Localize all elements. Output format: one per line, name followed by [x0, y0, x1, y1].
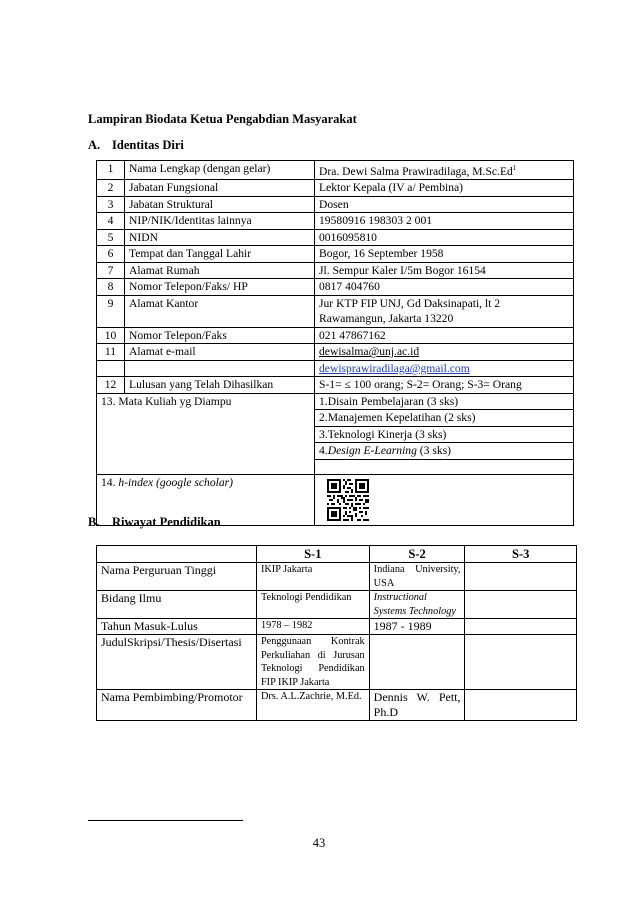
hindex-prefix: 14.	[101, 475, 119, 489]
row-value: S-1= ≤ 100 orang; S-2= Orang; S-3= Orang	[315, 377, 574, 394]
row-value: Jl. Sempur Kaler I/5m Bogor 16154	[315, 262, 574, 279]
row-number: 5	[97, 229, 125, 246]
row-label: Jabatan Fungsional	[125, 180, 315, 197]
row-label	[125, 360, 315, 377]
s2-value	[369, 563, 465, 591]
row-value	[315, 344, 574, 361]
row-number: 12	[97, 377, 125, 394]
row-label: Bidang Ilmu	[97, 591, 257, 619]
row-value: Dosen	[315, 196, 574, 213]
s1-value: Drs. A.L.Zachrie, M.Ed.	[256, 690, 369, 721]
row-label: NIDN	[125, 229, 315, 246]
row-value: 0016095810	[315, 229, 574, 246]
course-item-empty	[315, 459, 574, 474]
row-label: Nomor Telepon/Faks/ HP	[125, 279, 315, 296]
row-label: Nama Perguruan Tinggi	[97, 563, 257, 591]
email-link-gmail[interactable]: dewisprawiradilaga@gmail.com	[319, 361, 470, 375]
course-item-suffix: (3 sks)	[416, 444, 452, 458]
s2-value: Dennis W. Pett, Ph.D	[369, 690, 465, 721]
s3-value	[465, 690, 577, 721]
row-number: 7	[97, 262, 125, 279]
section-b-title: Riwayat Pendidikan	[112, 515, 221, 529]
course-item	[315, 443, 574, 460]
office-address-line-1: Jur KTP FIP UNJ, Gd Daksinapati, lt 2	[319, 296, 501, 310]
course-item: 2.Manajemen Kepelatihan (2 sks)	[315, 410, 574, 427]
education-table	[96, 545, 577, 721]
table-row	[97, 690, 577, 721]
table-row	[97, 180, 574, 197]
row-number	[97, 360, 125, 377]
table-row	[97, 563, 577, 591]
s2-value-line-1: Indiana University,	[373, 564, 461, 575]
row-value: Bogor, 16 September 1958	[315, 246, 574, 263]
row-label: Alamat e-mail	[125, 344, 315, 361]
row-value: Lektor Kepala (IV a/ Pembina)	[315, 180, 574, 197]
table-row	[97, 591, 577, 619]
row-value-text: Dra. Dewi Salma Prawiradilaga, M.Sc.Ed	[319, 164, 513, 178]
table-row	[97, 377, 574, 394]
row-number: 2	[97, 180, 125, 197]
qr-code-icon[interactable]	[327, 479, 369, 521]
table-row	[97, 229, 574, 246]
row-value: 19580916 198303 2 001	[315, 213, 574, 230]
section-a-number: A.	[88, 138, 101, 152]
column-header: S-1	[256, 546, 369, 563]
s3-value	[465, 635, 577, 690]
page-number: 43	[312, 836, 326, 850]
row-number: 4	[97, 213, 125, 230]
table-row	[97, 327, 574, 344]
page-title: Lampiran Biodata Ketua Pengabdian Masyarakat	[88, 112, 357, 126]
table-row	[97, 295, 574, 327]
table-header-row	[97, 546, 577, 563]
s2-value-line-2: USA	[373, 577, 395, 589]
s1-value: Teknologi Pendidikan	[256, 591, 369, 619]
table-row	[97, 344, 574, 361]
hindex-value	[315, 474, 574, 526]
row-label: Nama Pembimbing/Promotor	[97, 690, 257, 721]
footnote-mark: 1	[512, 164, 517, 172]
row-number: 11	[97, 344, 125, 361]
row-number: 1	[97, 161, 125, 180]
s2-value: 1987 - 1989	[369, 619, 465, 635]
table-row	[97, 262, 574, 279]
table-row	[97, 246, 574, 263]
s1-value: Penggunaan Kontrak Perkuliahan di Jurusan Teknologi Pendidikan FIP IKIP Jakarta	[256, 635, 369, 690]
row-label: Tempat dan Tanggal Lahir	[125, 246, 315, 263]
course-item-italic: Design E-Learning	[327, 444, 417, 458]
row-number: 10	[97, 327, 125, 344]
row-number: 6	[97, 246, 125, 263]
course-item: 3.Teknologi Kinerja (3 sks)	[315, 426, 574, 443]
row-label: Lulusan yang Telah Dihasilkan	[125, 377, 315, 394]
header-empty	[97, 546, 257, 563]
row-value: 0817 404760	[315, 279, 574, 296]
footnote-divider	[88, 820, 243, 821]
section-a-title: Identitas Diri	[112, 138, 184, 152]
row-value: 021 47867162	[315, 327, 574, 344]
section-a-heading	[88, 138, 184, 153]
row-number: 8	[97, 279, 125, 296]
row-label: Alamat Kantor	[125, 295, 315, 327]
column-header: S-3	[465, 546, 577, 563]
table-row	[97, 619, 577, 635]
course-item-prefix: 4.	[319, 444, 328, 458]
table-row	[97, 360, 574, 377]
table-row	[97, 196, 574, 213]
row-number: 9	[97, 295, 125, 327]
office-address-line-2: Rawamangun, Jakarta 13220	[319, 312, 454, 326]
s2-value: Instructional Systems Technology	[369, 591, 465, 619]
table-row	[97, 393, 574, 410]
row-label: NIP/NIK/Identitas lainnya	[125, 213, 315, 230]
hindex-label-text: h-index (google scholar)	[118, 475, 234, 489]
section-b-heading	[88, 515, 221, 530]
row-label: JudulSkripsi/Thesis/Disertasi	[97, 635, 257, 690]
s1-value: IKIP Jakarta	[256, 563, 369, 591]
row-label: Alamat Rumah	[125, 262, 315, 279]
section-b-number: B.	[88, 515, 100, 529]
s3-value	[465, 619, 577, 635]
row-label: Nama Lengkap (dengan gelar)	[125, 161, 315, 180]
s1-value: 1978 – 1982	[256, 619, 369, 635]
table-row	[97, 635, 577, 690]
row-value	[315, 360, 574, 377]
table-row	[97, 213, 574, 230]
row-value	[315, 295, 574, 327]
row-label: Jabatan Struktural	[125, 196, 315, 213]
s3-value	[465, 563, 577, 591]
row-label: Nomor Telepon/Faks	[125, 327, 315, 344]
course-item: 1.Disain Pembelajaran (3 sks)	[315, 393, 574, 410]
column-header: S-2	[369, 546, 465, 563]
email-link-unj[interactable]: dewisalma@unj.ac.id	[319, 345, 420, 359]
s2-value	[369, 635, 465, 690]
identity-table	[96, 160, 574, 526]
row-number: 3	[97, 196, 125, 213]
courses-label: 13. Mata Kuliah yg Diampu	[97, 393, 315, 474]
row-value	[315, 161, 574, 180]
row-label: Tahun Masuk-Lulus	[97, 619, 257, 635]
s3-value	[465, 591, 577, 619]
table-row	[97, 161, 574, 180]
table-row	[97, 279, 574, 296]
